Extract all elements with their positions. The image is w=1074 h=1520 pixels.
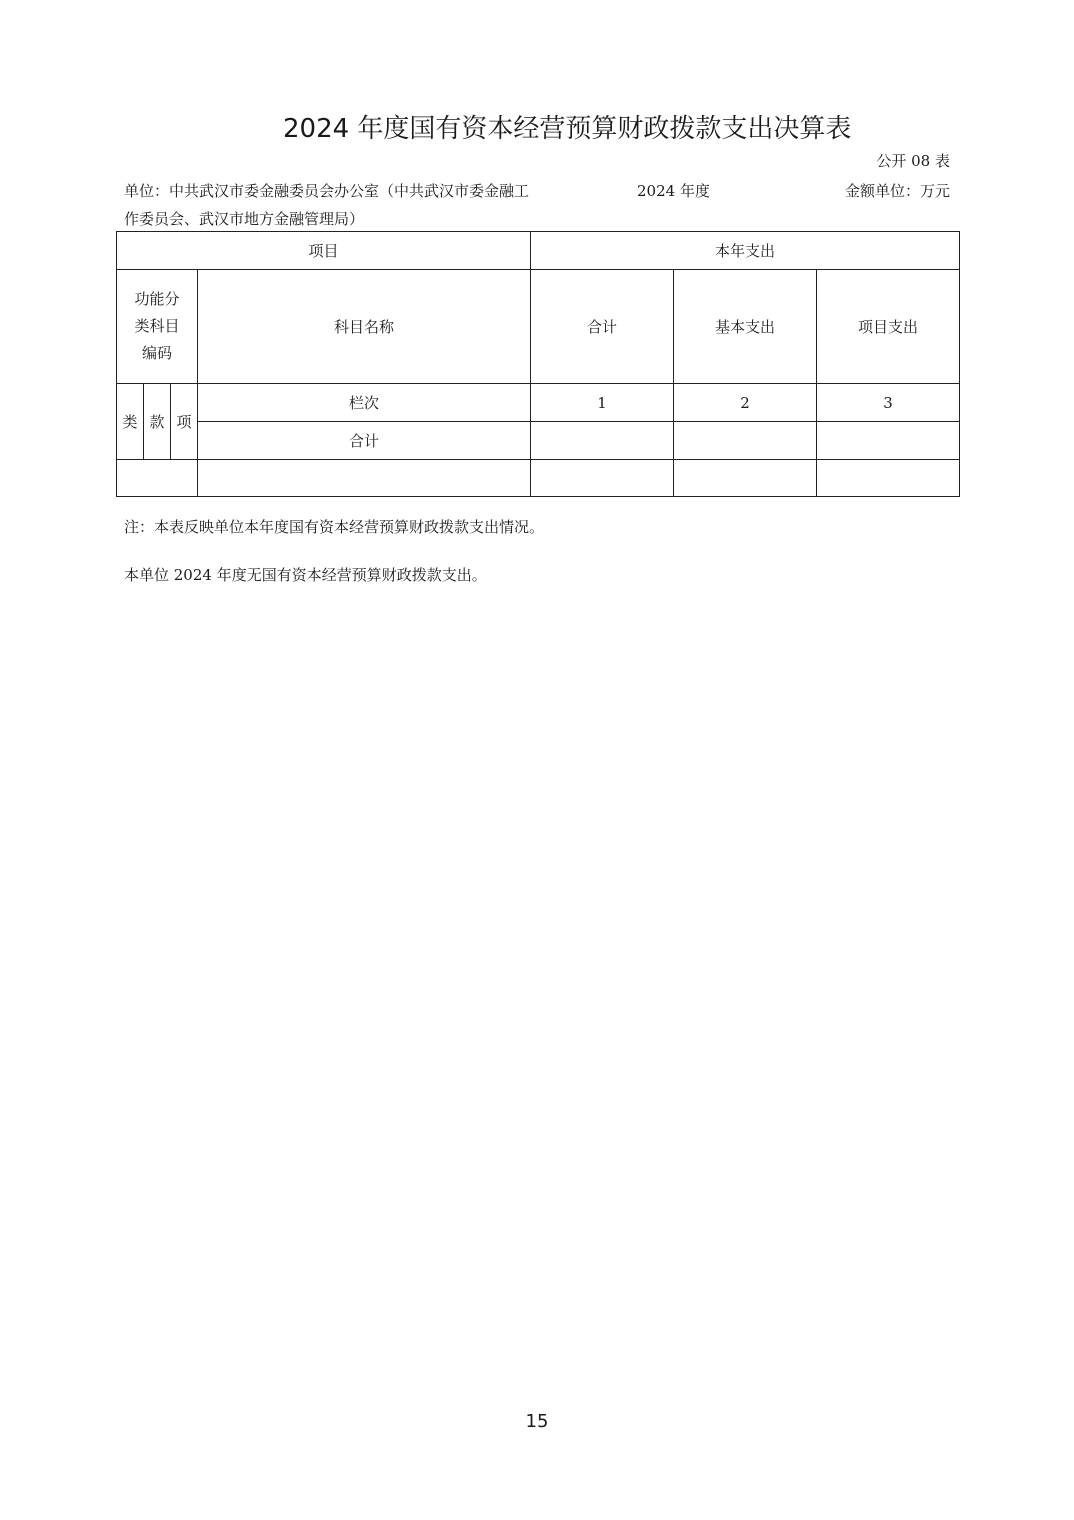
table-header-row — [117, 232, 960, 270]
unit-name: 单位：中共武汉市委金融委员会办公室（中共武汉市委金融工作委员会、武汉市地方金融管理局） — [124, 182, 530, 228]
class-header: 类 — [117, 384, 144, 460]
empty-subject-cell — [198, 460, 531, 497]
project-header: 项目 — [117, 232, 531, 270]
document-title: 2024 年度国有资本经营预算财政拨款支出决算表 — [283, 114, 852, 144]
function-code-line: 功能分 — [134, 290, 180, 308]
column-order-label: 栏次 — [198, 384, 531, 422]
column-order-row — [117, 384, 960, 422]
page-number: 15 — [525, 1411, 549, 1432]
empty-cell — [674, 460, 817, 497]
amount-unit: 金额单位：万元 — [844, 182, 950, 200]
expense-table — [116, 231, 960, 497]
current-year-expense-header: 本年支出 — [531, 232, 960, 270]
basic-expense-header: 基本支出 — [674, 270, 817, 384]
total-row — [117, 422, 960, 460]
table-subheader-row — [117, 270, 960, 384]
empty-cell — [531, 460, 674, 497]
section-header: 款 — [144, 384, 171, 460]
column-number-1: 1 — [531, 384, 674, 422]
table-note: 注：本表反映单位本年度国有资本经营预算财政拨款支出情况。 — [124, 518, 545, 536]
form-number: 公开 08 表 — [876, 152, 950, 170]
function-code-line: 编码 — [141, 344, 172, 362]
no-expense-statement: 本单位 2024 年度无国有资本经营预算财政拨款支出。 — [124, 566, 487, 584]
project-expense-cell — [817, 422, 960, 460]
function-code-header — [117, 270, 198, 384]
basic-expense-cell — [674, 422, 817, 460]
column-number-2: 2 — [674, 384, 817, 422]
empty-code-cell — [117, 460, 198, 497]
total-cell — [531, 422, 674, 460]
total-row-label: 合计 — [198, 422, 531, 460]
function-code-line: 类科目 — [134, 317, 180, 335]
subject-name-header: 科目名称 — [198, 270, 531, 384]
fiscal-year: 2024 年度 — [637, 182, 710, 200]
empty-cell — [817, 460, 960, 497]
project-expense-header: 项目支出 — [817, 270, 960, 384]
column-number-3: 3 — [817, 384, 960, 422]
total-header: 合计 — [531, 270, 674, 384]
empty-row — [117, 460, 960, 497]
item-header: 项 — [171, 384, 198, 460]
